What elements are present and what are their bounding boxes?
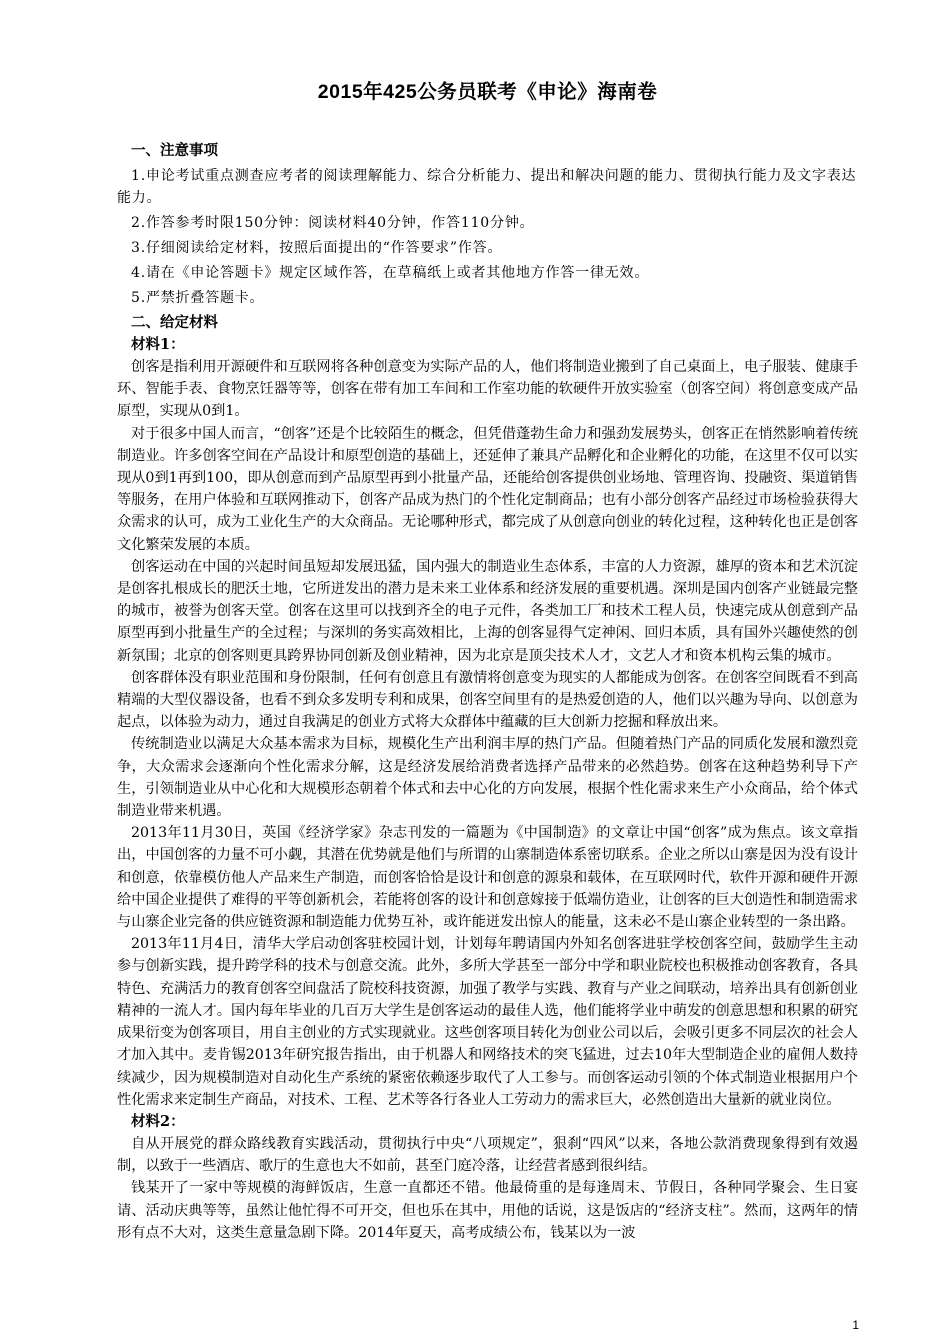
material-2-label: 材料2： bbox=[131, 1112, 185, 1130]
notice-item: 3.仔细阅读给定材料，按照后面提出的“作答要求”作答。 bbox=[131, 240, 503, 256]
material-paragraph: 对于很多中国人而言，“创客”还是个比较陌生的概念，但凭借蓬勃生命力和强劲发展势头，创客正在悄然影响着传统制造业。许多创客空间在产品设计和原型创造的基础上，还延伸了兼具产品孵化和企业孵化的功能，在这里不仅可以实现从0到1再到100，即从创意而到产品原型再到小批量产品，还能给创客提供创业场地、管理咨询、投融资、渠道销售等服务，在用户体验和互联网推动下，创客产品成为热门的个性化定制商品；也有小部分创客产品经过市场检验获得大众需求的认可，成为工业化生产的大众商品。无论哪种形式，都完成了从创意向创业的转化过程，这种转化也正是创客文化繁荣发展的本质。 bbox=[117, 425, 858, 553]
notice-item: 4.请在《申论答题卡》规定区域作答，在草稿纸上或者其他地方作答一律无效。 bbox=[131, 265, 650, 281]
material-paragraph: 2013年11月30日，英国《经济学家》杂志刊发的一篇题为《中国制造》的文章让中国“创客”成为焦点。该文章指出，中国创客的力量不可小觑，其潜在优势就是他们与所谓的山寨制造体系密切联系。企业之所以山寨是因为没有设计和创意，依靠模仿他人产品来生产制造，而创客恰恰是设计和创意的源泉和载体，在互联网时代，软件开源和硬件开源给中国企业提供了难得的平等创新机会，若能将创客的设计和创意嫁接于低端仿造业，让创客的巨大创造性和制造需求与山寨企业完备的供应链资源和制造能力优势互补，或许能迸发出惊人的能量，这未必不是山寨企业转型的一条出路。 bbox=[117, 825, 858, 931]
material-paragraph: 钱某开了一家中等规模的海鲜饭店，生意一直都还不错。他最倚重的是每逢周末、节假日，各种同学聚会、生日宴请、活动庆典等等，虽然让他忙得不可开交，但也乐在其中，用他的话说，这是饭店的“经济支柱”。然而，这两年的情形有点不大对，这类生意量急剧下降。2014年夏天，高考成绩公布，钱某以为一波 bbox=[117, 1180, 858, 1241]
notice-item: 5.严禁折叠答题卡。 bbox=[131, 290, 265, 306]
page-title: 2015年425公务员联考《申论》海南卷 bbox=[317, 81, 658, 103]
material-paragraph: 自从开展党的群众路线教育实践活动，贯彻执行中央“八项规定”，狠刹“四风”以来，各地公款消费现象得到有效遏制，以致于一些酒店、歌厅的生意也大不如前，甚至门庭冷落，让经营者感到很纠结。 bbox=[117, 1135, 858, 1175]
material-paragraph: 创客运动在中国的兴起时间虽短却发展迅猛，国内强大的制造业生态体系，丰富的人力资源，雄厚的资本和艺术沉淀是创客扎根成长的肥沃土地，它所迸发出的潜力是未来工业体系和经济发展的重要机遇。深圳是国内创客产业链最完整的城市，被誉为创客天堂。创客在这里可以找到齐全的电子元件，各类加工厂和技术工程人员，快速完成从创意到产品原型再到小批量生产的全过程；与深圳的务实高效相比，上海的创客显得气定神闲、回归本质，具有国外兴趣使然的创新氛围；北京的创客则更具跨界协同创新及创业精神，因为北京是顶尖技术人才，文艺人才和资本机构云集的城市。 bbox=[117, 558, 858, 664]
material-paragraph: 传统制造业以满足大众基本需求为目标，规模化生产出利润丰厚的热门产品。但随着热门产品的同质化发展和激烈竞争，大众需求会逐渐向个性化需求分解，这是经济发展给消费者选择产品带来的必然趋势。创客在这种趋势利导下产生，引领制造业从中心化和大规模形态朝着个体式和去中心化的方向发展，根据个性化需求来生产小众商品，给个体式制造业带来机遇。 bbox=[117, 736, 858, 820]
section-heading-materials: 二、给定材料 bbox=[131, 314, 218, 331]
notice-item: 2.作答参考时限150分钟：阅读材料40分钟，作答110分钟。 bbox=[131, 215, 535, 231]
material-paragraph: 创客是指利用开源硬件和互联网将各种创意变为实际产品的人，他们将制造业搬到了自己桌面上，电子服装、健康手环、智能手表、食物烹饪器等等，创客在带有加工车间和工作室功能的软硬件开放实验室（创客空间）将创意变成产品原型，实现从0到1。 bbox=[117, 359, 858, 420]
section-heading-notices: 一、注意事项 bbox=[131, 142, 218, 159]
notice-item: 1.申论考试重点测查应考者的阅读理解能力、综合分析能力、提出和解决问题的能力、贯彻执行能力及文字表达能力。 bbox=[117, 168, 857, 206]
material-paragraph: 创客群体没有职业范围和身份限制，任何有创意且有激情将创意变为现实的人都能成为创客。在创客空间既看不到高精端的大型仪器设备，也看不到众多发明专利和成果，创客空间里有的是热爱创造的人，他们以兴趣为导向、以创意为起点，以体验为动力，通过自我满足的创业方式将大众群体中蕴藏的巨大创新力挖掘和释放出来。 bbox=[117, 669, 858, 731]
material-1-label: 材料1： bbox=[131, 336, 185, 353]
material-paragraph: 2013年11月4日，清华大学启动创客驻校园计划，计划每年聘请国内外知名创客进驻学校创客空间，鼓励学生主动参与创新实践，提升跨学科的技术与创意交流。此外，多所大学甚至一部分中学和职业院校也积极推动创客教育，各具特色、充满活力的教育创客空间盘活了院校科技资源，加强了教学与实践、教育与产业之间联动，培养出具有创新创业精神的一流人才。国内每年毕业的几百万大学生是创客运动的最佳人选，他们能将学业中萌发的创意思想和积累的研究成果衍变为创客项目，用自主创业的方式实现就业。这些创客项目转化为创业公司以后，会吸引更多不同层次的社会人才加入其中。麦肯锡2013年研究报告指出，由于机器人和网络技术的突飞猛进，过去10年大型制造企业的雇佣人数持续减少，因为规模制造对自动化生产系统的紧密依赖逐步取代了人工参与。而创客运动引领的个体式制造业根据用户个性化需求来定制生产商品，对技术、工程、艺术等各行各业人工劳动力的需求巨大，必然创造出大量新的就业岗位。 bbox=[117, 936, 858, 1108]
page-number: 1 bbox=[852, 1318, 859, 1332]
